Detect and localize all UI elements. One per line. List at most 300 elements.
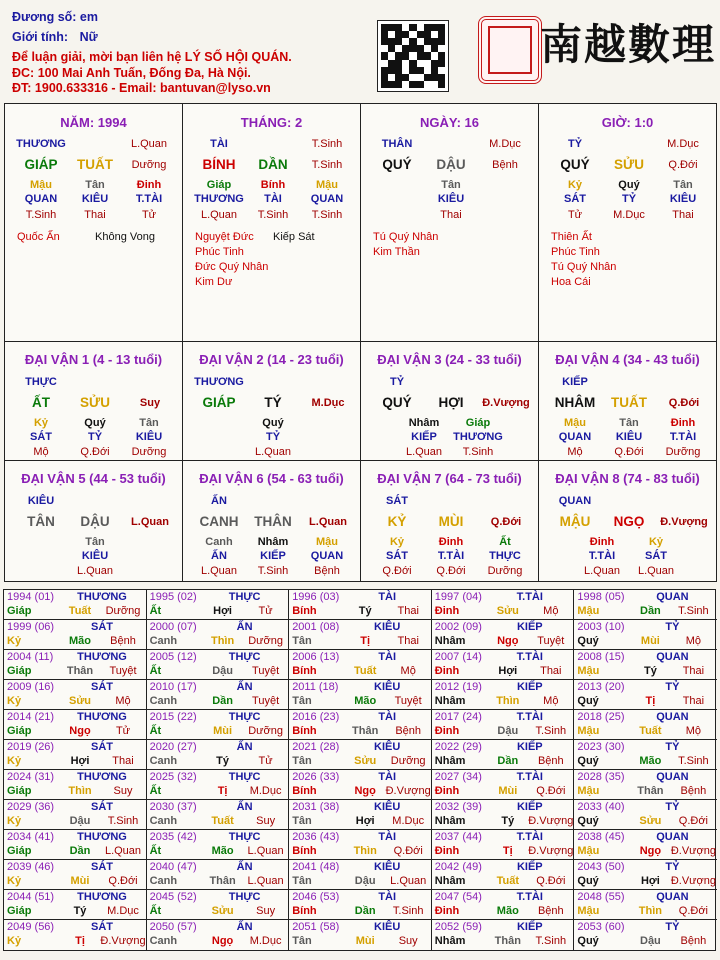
year-stem: Tân	[292, 695, 312, 707]
year-stem: Quý	[577, 815, 599, 827]
year-stem: Đinh	[434, 785, 460, 797]
hidden-stem-state: Dưỡng	[487, 565, 523, 577]
year-branch: Ngọ	[639, 845, 662, 857]
year-branch: Tị	[502, 845, 513, 857]
year-ten-god: THỰC	[228, 591, 261, 603]
hidden-stem-god: T.TÀI	[135, 193, 163, 205]
year-label: 2025 (32)	[149, 771, 197, 783]
year-stem: Giáp	[7, 665, 32, 677]
hidden-stem-state: Dưỡng	[665, 446, 701, 458]
pillar-earthly-branch: DẦN	[258, 157, 288, 172]
year-branch: Thân	[494, 935, 521, 947]
hidden-stem: Nhâm	[408, 417, 440, 429]
year-label: 1997 (04)	[434, 591, 482, 603]
year-branch: Thân	[66, 665, 94, 677]
year-stem: Đinh	[434, 905, 460, 917]
hidden-stem-god: KIẾP	[260, 550, 286, 562]
year-ten-god: KIẾP	[516, 621, 543, 633]
hidden-stem-state: Q.Đới	[80, 446, 110, 458]
hidden-stem-state: Thai	[440, 209, 462, 221]
year-ten-god: T.TÀI	[516, 711, 543, 723]
hidden-stem-state: Tử	[141, 209, 157, 221]
year-label: 1994 (01)	[7, 591, 55, 603]
year-label: 1998 (05)	[577, 591, 625, 603]
year-stem: Ất	[149, 905, 162, 917]
major-luck-cell	[361, 342, 539, 461]
year-state: Dưỡng	[248, 725, 283, 737]
year-state: Đ.Vượng	[385, 785, 431, 797]
hidden-stem-state: L.Quan	[405, 446, 443, 458]
major-luck-title: ĐẠI VẬN 3 (24 - 33 tuổi)	[377, 352, 522, 367]
annual-luck-cell	[4, 800, 147, 830]
year-label: 2032 (39)	[434, 801, 482, 813]
year-state: T.Sinh	[535, 935, 567, 947]
major-luck-state: M.Dục	[311, 397, 345, 409]
year-branch: Ngọ	[69, 725, 91, 737]
year-ten-god: SÁT	[91, 861, 113, 873]
year-stem: Kỷ	[7, 935, 22, 947]
year-state: Thai	[112, 755, 134, 767]
annual-luck-cell	[432, 710, 575, 740]
hidden-stem: Canh	[205, 536, 233, 548]
hidden-stem-state: M.Dục	[613, 209, 645, 221]
year-branch: Ngọ	[354, 785, 376, 797]
year-stem: Bính	[292, 605, 317, 617]
year-label: 2018 (25)	[577, 711, 625, 723]
year-ten-god: SÁT	[91, 621, 113, 633]
annual-luck-cell	[289, 800, 432, 830]
hidden-stem-god: QUAN	[558, 431, 592, 443]
year-stem: Canh	[149, 815, 178, 827]
hidden-stem-state: Mộ	[33, 446, 49, 458]
hidden-stem: Bính	[260, 179, 286, 191]
year-state: T.Sinh	[678, 605, 709, 617]
year-state: Mộ	[543, 695, 559, 707]
annual-luck-cell	[147, 650, 290, 680]
major-luck-title: ĐẠI VẬN 7 (64 - 73 tuổi)	[377, 471, 522, 486]
hidden-stem: Tân	[619, 417, 639, 429]
year-stem: Đinh	[434, 665, 460, 677]
year-branch: Mão	[69, 635, 91, 647]
major-luck-god: QUAN	[558, 495, 592, 507]
major-luck-cell	[5, 461, 183, 582]
year-stem: Bính	[292, 725, 317, 737]
year-label: 2053 (60)	[577, 921, 625, 933]
year-state: Tuyệt	[252, 665, 280, 677]
hidden-stem: Quý	[84, 417, 106, 429]
hidden-stem-god: T.TÀI	[669, 431, 697, 443]
major-luck-state: L.Quan	[131, 516, 169, 528]
hidden-stem-god: T.TÀI	[588, 550, 616, 562]
pillar-cell	[5, 104, 183, 342]
year-state: Thai	[397, 635, 419, 647]
owner-line: Đương số: em	[12, 10, 98, 24]
pillar-branch-state: Dưỡng	[131, 159, 167, 171]
year-ten-god: THỰC	[228, 711, 261, 723]
brand-logo-text: 南越數理	[540, 20, 717, 69]
major-luck-god: KIÊU	[27, 495, 55, 507]
year-state: Q.Đới	[536, 875, 566, 887]
year-branch: Mùi	[213, 725, 233, 737]
year-ten-god: THỰC	[228, 771, 261, 783]
year-ten-god: TÀI	[378, 771, 397, 783]
annual-luck-cell	[432, 680, 575, 710]
pillar-title: NĂM: 1994	[60, 115, 127, 130]
hidden-stem-god: KIÊU	[669, 193, 697, 205]
annual-luck-cell	[289, 650, 432, 680]
year-ten-god: QUAN	[656, 651, 689, 663]
annual-luck-cell	[4, 650, 147, 680]
year-ten-god: KIẾP	[516, 741, 543, 753]
annual-luck-cell	[432, 740, 575, 770]
year-state: T.Sinh	[535, 725, 567, 737]
year-ten-god: QUAN	[656, 771, 689, 783]
special-star: Tú Quý Nhân	[551, 261, 617, 273]
year-ten-god: TỶ	[665, 741, 680, 753]
year-label: 2006 (13)	[292, 651, 340, 663]
year-label: 2042 (49)	[434, 861, 482, 873]
year-ten-god: SÁT	[91, 681, 113, 693]
major-luck-branch: TUẤT	[611, 395, 647, 410]
year-stem: Mậu	[577, 905, 600, 917]
hidden-stem-god: SÁT	[645, 550, 667, 562]
major-luck-god: THỰC	[25, 376, 57, 388]
year-ten-god: QUAN	[656, 711, 689, 723]
hidden-stem: Mậu	[564, 417, 586, 429]
year-ten-god: SÁT	[91, 921, 113, 933]
year-stem: Tân	[292, 635, 312, 647]
annual-luck-cell	[432, 590, 575, 620]
hidden-stem-state: Mộ	[567, 446, 583, 458]
year-label: 2022 (29)	[434, 741, 482, 753]
year-state: Đ.Vượng	[100, 935, 146, 947]
year-branch: Thìn	[353, 845, 377, 857]
major-luck-god: THƯƠNG	[194, 376, 244, 388]
year-branch: Dần	[354, 905, 376, 917]
year-stem: Canh	[149, 755, 178, 767]
annual-luck-cell	[289, 890, 432, 920]
year-stem: Đinh	[434, 845, 460, 857]
annual-luck-cell	[4, 620, 147, 650]
annual-luck-cell	[147, 710, 290, 740]
year-label: 2009 (16)	[7, 681, 55, 693]
pillar-stem-god: TỶ	[567, 138, 583, 150]
chart-box	[4, 103, 717, 582]
year-ten-god: TỶ	[665, 801, 680, 813]
year-ten-god: KIẾP	[516, 801, 543, 813]
year-branch: Thân	[352, 725, 379, 737]
year-stem: Ất	[149, 845, 162, 857]
hidden-stem-state: Bệnh	[314, 565, 340, 577]
year-branch: Dần	[640, 605, 661, 617]
hidden-stem-state: L.Quan	[637, 565, 675, 577]
hidden-stem-state: Thai	[84, 209, 106, 221]
year-label: 2050 (57)	[149, 921, 197, 933]
major-luck-branch: MÙI	[438, 514, 464, 529]
year-branch: Dậu	[212, 665, 233, 677]
pillar-stem-state: M.Dục	[489, 138, 521, 150]
year-state: Tuyệt	[394, 695, 422, 707]
year-stem: Kỷ	[7, 815, 22, 827]
pillar-branch-state: T.Sinh	[311, 159, 343, 171]
year-label: 2021 (28)	[292, 741, 340, 753]
contact-prompt: Để luận giải, mời bạn liên hệ LÝ SỐ HỘI QUÁN.	[12, 50, 292, 64]
major-luck-cell	[5, 342, 183, 461]
annual-luck-cell	[4, 920, 147, 950]
year-state: Dưỡng	[248, 635, 283, 647]
year-label: 2000 (07)	[149, 621, 197, 633]
year-branch: Hợi	[355, 815, 375, 827]
major-luck-stem: QUÝ	[382, 395, 412, 410]
special-star: Hoa Cái	[551, 276, 591, 288]
annual-luck-cell	[4, 710, 147, 740]
year-branch: Thân	[209, 875, 236, 887]
year-stem: Mậu	[577, 665, 600, 677]
major-luck-god: SÁT	[386, 495, 408, 507]
year-ten-god: T.TÀI	[516, 891, 543, 903]
hidden-stem-state: L.Quan	[200, 209, 238, 221]
pillar-title: GIỜ: 1:0	[601, 115, 654, 130]
major-luck-cell	[539, 342, 716, 461]
hidden-stem-state: L.Quan	[200, 565, 238, 577]
special-star: Quốc Ấn	[17, 231, 60, 243]
pillar-earthly-branch: DẬU	[436, 157, 466, 172]
year-state: Bệnh	[680, 785, 707, 797]
major-luck-state: Q.Đới	[668, 397, 700, 409]
major-luck-stem: MẬU	[559, 514, 591, 529]
major-luck-cell	[183, 342, 361, 461]
pillar-stem-state: T.Sinh	[311, 138, 343, 150]
year-ten-god: T.TÀI	[516, 771, 543, 783]
hidden-stem-state: Tử	[567, 209, 583, 221]
year-state: Bệnh	[537, 905, 564, 917]
special-star: Tú Quý Nhân	[373, 231, 439, 243]
year-ten-god: ẤN	[236, 861, 253, 873]
hidden-stem: Đinh	[589, 536, 615, 548]
year-state: Suy	[256, 905, 276, 917]
year-branch: Hợi	[498, 665, 518, 677]
year-label: 2008 (15)	[577, 651, 625, 663]
hidden-stem: Giáp	[465, 417, 491, 429]
annual-luck-cell	[147, 890, 290, 920]
year-stem: Kỷ	[7, 755, 22, 767]
year-ten-god: TỶ	[665, 621, 680, 633]
year-stem: Canh	[149, 935, 178, 947]
year-state: Q.Đới	[678, 905, 708, 917]
year-branch: Dần	[212, 695, 233, 707]
year-branch: Hợi	[70, 755, 90, 767]
year-branch: Dần	[497, 755, 519, 767]
major-luck-stem: ẤT	[32, 395, 50, 410]
year-state: Mộ	[543, 605, 559, 617]
year-stem: Tân	[292, 815, 312, 827]
annual-luck-cell	[289, 710, 432, 740]
year-state: Q.Đới	[393, 845, 423, 857]
year-branch: Mùi	[70, 875, 90, 887]
year-label: 2024 (31)	[7, 771, 55, 783]
year-stem: Quý	[577, 875, 599, 887]
major-luck-state: Q.Đới	[490, 516, 522, 528]
major-luck-stem: TÂN	[27, 514, 55, 529]
pillar-stem-state: M.Dục	[667, 138, 699, 150]
year-state: Thai	[682, 665, 705, 677]
annual-luck-cell	[4, 860, 147, 890]
year-stem: Tân	[292, 935, 312, 947]
year-state: Đ.Vượng	[670, 875, 716, 887]
year-branch: Thìn	[638, 905, 662, 917]
year-label: 2014 (21)	[7, 711, 55, 723]
year-stem: Bính	[292, 845, 317, 857]
annual-luck-cell	[147, 770, 290, 800]
hidden-stem: Ất	[499, 536, 511, 548]
year-stem: Nhâm	[434, 695, 466, 707]
year-state: Dưỡng	[105, 605, 141, 617]
year-stem: Quý	[577, 695, 599, 707]
year-branch: Dậu	[497, 725, 519, 737]
year-state: L.Quan	[104, 845, 142, 857]
year-label: 2023 (30)	[577, 741, 625, 753]
hidden-stem: Đinh	[136, 179, 162, 191]
annual-luck-cell	[432, 830, 575, 860]
annual-luck-cell	[432, 650, 575, 680]
year-ten-god: THỰC	[228, 651, 261, 663]
year-ten-god: QUAN	[656, 591, 689, 603]
year-state: M.Dục	[107, 905, 139, 917]
major-luck-branch: SỬU	[80, 395, 110, 410]
hidden-stem-god: KIÊU	[81, 550, 109, 562]
annual-luck-cell	[147, 680, 290, 710]
year-stem: Nhâm	[434, 755, 466, 767]
year-label: 2002 (09)	[434, 621, 482, 633]
year-label: 2004 (11)	[7, 651, 54, 663]
year-stem: Mậu	[577, 605, 600, 617]
year-state: T.Sinh	[678, 755, 709, 767]
pillar-title: NGÀY: 16	[420, 115, 479, 130]
year-stem: Nhâm	[434, 635, 466, 647]
year-ten-god: KIÊU	[374, 861, 401, 873]
year-branch: Mão	[354, 695, 377, 707]
year-branch: Tị	[645, 695, 656, 707]
hidden-stem-god: THỰC	[489, 550, 521, 562]
year-label: 2051 (58)	[292, 921, 340, 933]
year-branch: Sửu	[68, 695, 92, 707]
year-stem: Ất	[149, 785, 162, 797]
year-label: 2048 (55)	[577, 891, 625, 903]
hidden-stem-god: KIÊU	[615, 431, 643, 443]
year-state: T.Sinh	[107, 815, 139, 827]
year-ten-god: T.TÀI	[516, 591, 543, 603]
year-branch: Thìn	[68, 785, 92, 797]
annual-luck-cell	[574, 590, 717, 620]
annual-luck-cell	[289, 920, 432, 950]
annual-luck-cell	[574, 860, 717, 890]
major-luck-god: ẤN	[211, 495, 227, 507]
year-label: 2031 (38)	[292, 801, 340, 813]
major-luck-state: Đ.Vượng	[482, 397, 530, 409]
year-label: 1996 (03)	[292, 591, 340, 603]
year-label: 2045 (52)	[149, 891, 197, 903]
year-branch: Sửu	[354, 755, 377, 767]
year-label: 2003 (10)	[577, 621, 625, 633]
special-star: Kim Dư	[195, 276, 233, 288]
year-ten-god: KIẾP	[516, 681, 543, 693]
annual-luck-cell	[4, 830, 147, 860]
year-state: M.Dục	[249, 935, 282, 947]
year-ten-god: TÀI	[378, 891, 397, 903]
year-label: 2043 (50)	[577, 861, 625, 873]
year-ten-god: ẤN	[236, 801, 253, 813]
year-state: Bệnh	[537, 755, 564, 767]
year-state: Mộ	[115, 695, 131, 707]
year-ten-god: THƯƠNG	[77, 891, 127, 903]
year-branch: Thìn	[210, 635, 235, 647]
year-branch: Ngọ	[497, 635, 519, 647]
hidden-stem-god: TỶ	[621, 193, 637, 205]
year-branch: Mùi	[355, 935, 375, 947]
hidden-stem-state: L.Quan	[254, 446, 292, 458]
hidden-stem: Mậu	[30, 179, 52, 191]
year-branch: Sửu	[639, 815, 662, 827]
pillar-stem-god: TÀI	[210, 138, 228, 150]
year-ten-god: TÀI	[378, 831, 397, 843]
hidden-stem-state: Dưỡng	[131, 446, 167, 458]
hidden-stem-god: TỶ	[87, 431, 103, 443]
major-luck-title: ĐẠI VẬN 8 (74 - 83 tuổi)	[555, 471, 700, 486]
year-label: 2026 (33)	[292, 771, 340, 783]
annual-luck-cell	[289, 740, 432, 770]
year-state: Mộ	[685, 635, 702, 647]
year-state: Bệnh	[680, 935, 707, 947]
year-branch: Hợi	[640, 875, 660, 887]
year-stem: Mậu	[577, 785, 600, 797]
year-state: L.Quan	[390, 875, 427, 887]
year-stem: Đinh	[434, 605, 460, 617]
annual-luck-cell	[147, 800, 290, 830]
annual-luck-cell	[574, 740, 717, 770]
year-stem: Tân	[292, 755, 312, 767]
year-label: 2039 (46)	[7, 861, 55, 873]
major-luck-branch: HỢI	[438, 395, 464, 410]
hidden-stem: Tân	[139, 417, 159, 429]
special-star: Kiếp Sát	[273, 231, 315, 243]
major-luck-state: Đ.Vượng	[660, 516, 708, 528]
annual-luck-cell	[432, 890, 575, 920]
year-stem: Bính	[292, 665, 317, 677]
pillar-earthly-branch: SỬU	[614, 157, 644, 172]
year-stem: Đinh	[434, 725, 460, 737]
annual-luck-cell	[574, 800, 717, 830]
year-state: Đ.Vượng	[528, 845, 574, 857]
year-branch: Thân	[637, 785, 664, 797]
year-state: Suy	[256, 815, 276, 827]
year-label: 2046 (53)	[292, 891, 340, 903]
year-ten-god: KIÊU	[374, 921, 401, 933]
major-luck-cell	[539, 461, 716, 582]
annual-luck-cell	[147, 920, 290, 950]
year-ten-god: T.TÀI	[516, 651, 543, 663]
year-state: Q.Đới	[108, 875, 138, 887]
year-branch: Mão	[496, 905, 519, 917]
year-ten-god: TỶ	[665, 921, 680, 933]
major-luck-god: KIẾP	[562, 376, 588, 388]
annual-luck-cell	[432, 800, 575, 830]
pillar-cell	[539, 104, 716, 342]
special-star: Phúc Tinh	[195, 246, 244, 258]
hidden-stem-state: T.Sinh	[311, 209, 343, 221]
major-luck-branch: DẬU	[80, 514, 110, 529]
year-ten-god: T.TÀI	[516, 831, 543, 843]
annual-luck-cell	[147, 590, 290, 620]
